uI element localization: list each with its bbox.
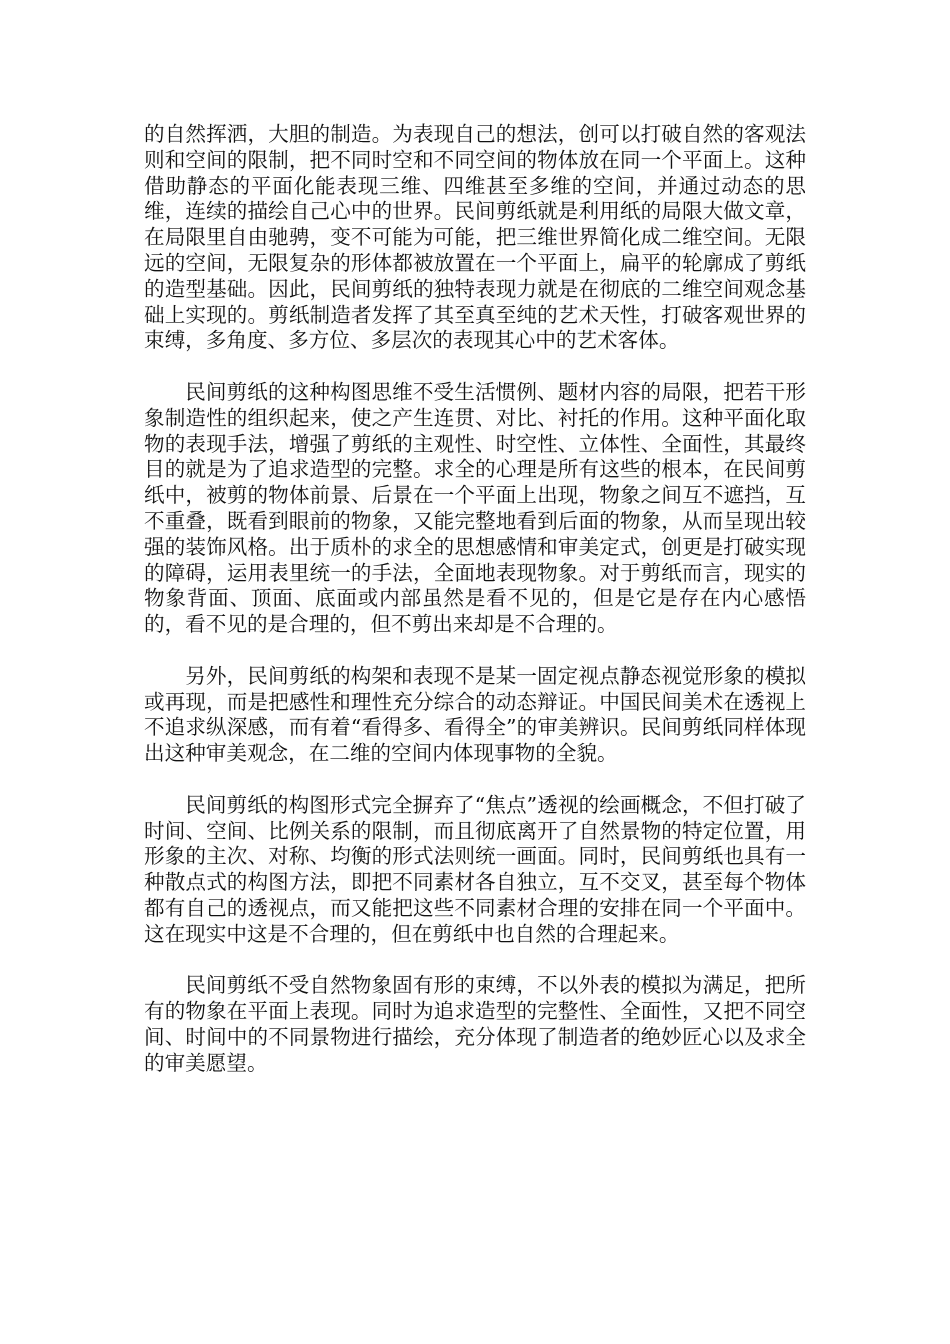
paragraph-1: 的自然挥洒，大胆的制造。为表现自己的想法，创可以打破自然的客观法则和空间的限制，把不同时空和不同空间的物体放在同一个平面上。这种借助静态的平面化能表现三维、四维甚至多维的空间，并通过动态的思维，连续的描绘自己心中的世界。民间剪纸就是利用纸的局限大做文章，在局限里自由驰骋，变不可能为可能，把三维世界简化成二维空间。无限远的空间，无限复杂的形体都被放置在一个平面上，扁平的轮廓成了剪纸的造型基础。因此，民间剪纸的独特表现力就是在彻底的二维空间观念基础上实现的。剪纸制造者发挥了其至真至纯的艺术天性，打破客观世界的束缚，多角度、多方位、多层次的表现其心中的艺术客体。 — [144, 122, 806, 353]
paragraph-5: 民间剪纸不受自然物象固有形的束缚，不以外表的模拟为满足，把所有的物象在平面上表现。同时为追求造型的完整性、全面性，又把不同空间、时间中的不同景物进行描绘，充分体现了制造者的绝妙匠心以及求全的审美愿望。 — [144, 973, 806, 1075]
paragraph-3: 另外，民间剪纸的构架和表现不是某一固定视点静态视觉形象的模拟或再现，而是把感性和理性充分综合的动态辩证。中国民间美术在透视上不追求纵深感，而有着“看得多、看得全”的审美辨识。民间剪纸同样体现出这种审美观念，在二维的空间内体现事物的全貌。 — [144, 663, 806, 766]
paragraph-2: 民间剪纸的这种构图思维不受生活惯例、题材内容的局限，把若干形象制造性的组织起来，使之产生连贯、对比、衬托的作用。这种平面化取物的表现手法，增强了剪纸的主观性、时空性、立体性、全面性，其最终目的就是为了追求造型的完整。求全的心理是所有这些的根本，在民间剪纸中，被剪的物体前景、后景在一个平面上出现，物象之间互不遮挡，互不重叠，既看到眼前的物象，又能完整地看到后面的物象，从而呈现出较强的装饰风格。出于质朴的求全的思想感情和审美定式，创更是打破实现的障碍，运用表里统一的手法，全面地表现物象。对于剪纸而言，现实的物象背面、顶面、底面或内部虽然是看不见的，但是它是存在内心感悟的，看不见的是合理的，但不剪出来却是不合理的。 — [144, 379, 806, 637]
paragraph-4: 民间剪纸的构图形式完全摒弃了“焦点”透视的绘画概念，不但打破了时间、空间、比例关系的限制，而且彻底离开了自然景物的特定位置，用形象的主次、对称、均衡的形式法则统一画面。同时，民间剪纸也具有一种散点式的构图方法，即把不同素材各自独立，互不交叉，甚至每个物体都有自己的透视点，而又能把这些不同素材合理的安排在同一个平面中。这在现实中这是不合理的，但在剪纸中也自然的合理起来。 — [144, 792, 806, 946]
document-body — [144, 122, 806, 1102]
